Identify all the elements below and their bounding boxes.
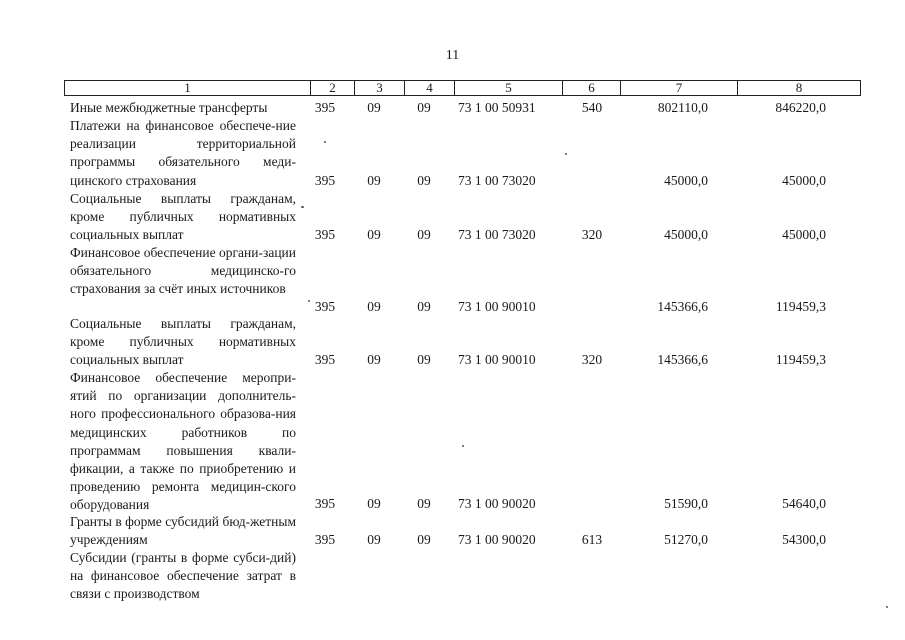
row-col-4: 09	[417, 227, 431, 242]
header-col-4: 4	[404, 81, 454, 95]
row-col-3: 09	[367, 496, 381, 511]
row-name: Социальные выплаты гражданам, кроме публичных нормативных социальных выплат	[70, 316, 296, 368]
row-col-2: 395	[314, 299, 336, 314]
header-col-7: 7	[620, 81, 737, 95]
row-col-7: 802110,0	[657, 100, 708, 115]
row-col-7: 45000,0	[664, 227, 708, 242]
row-col-4: 09	[417, 352, 431, 367]
row-col-3: 09	[367, 173, 381, 188]
row-col-4: 09	[417, 173, 431, 188]
row-col-7: 45000,0	[664, 173, 708, 188]
row-col-8: 119459,3	[775, 299, 826, 314]
row-col-3: 09	[367, 532, 381, 547]
header-col-5: 5	[454, 81, 562, 95]
row-name: Субсидии (гранты в форме субси-дий) на финансовое обеспечение затрат в связи с производством	[70, 550, 296, 602]
row-col-7: 51270,0	[664, 532, 708, 547]
row-col-3: 09	[367, 299, 381, 314]
header-col-3: 3	[354, 81, 404, 95]
row-col-5: 73 1 00 73020	[458, 227, 536, 242]
row-col-2: 395	[314, 352, 336, 367]
row-col-7: 51590,0	[664, 496, 708, 511]
row-col-5: 73 1 00 90020	[458, 532, 536, 547]
row-col-7: 145366,6	[657, 299, 708, 314]
row-name: Финансовое обеспечение меропри-ятий по организации дополнитель-ного профессионального образова-ния медицинских работников по программам повышения квали-фикации, а также по приобретению и проведению ремонта медицин-ского оборудования	[70, 370, 296, 513]
header-col-8: 8	[737, 81, 860, 95]
row-col-4: 09	[417, 299, 431, 314]
header-col-6: 6	[562, 81, 620, 95]
row-col-2: 395	[314, 532, 336, 547]
scan-speck	[886, 606, 888, 608]
row-col-5: 73 1 00 50931	[458, 100, 536, 115]
row-col-3: 09	[367, 100, 381, 115]
row-col-7: 145366,6	[657, 352, 708, 367]
scan-speck	[308, 300, 310, 302]
row-col-8: 119459,3	[775, 352, 826, 367]
row-name: Социальные выплаты гражданам, кроме публичных нормативных социальных выплат	[70, 191, 296, 243]
row-col-2: 395	[314, 173, 336, 188]
row-col-8: 45000,0	[782, 227, 826, 242]
row-col-5: 73 1 00 90020	[458, 496, 536, 511]
row-name: Платежи на финансовое обеспече-ние реализации территориальной программы обязательного меди-цинского страхования	[70, 118, 296, 188]
table-header	[64, 80, 861, 96]
row-name: Иные межбюджетные трансферты	[70, 100, 268, 115]
page-number: 11	[445, 48, 460, 63]
row-col-5: 73 1 00 90010	[458, 299, 536, 314]
row-col-5: 73 1 00 90010	[458, 352, 536, 367]
header-col-1: 1	[184, 80, 191, 95]
row-col-6: 320	[581, 352, 603, 367]
scan-speck	[301, 206, 304, 208]
row-col-3: 09	[367, 227, 381, 242]
row-name: Финансовое обеспечение органи-зации обязательного медицинско-го страхования за счёт иных источников	[70, 245, 296, 297]
row-col-8: 54640,0	[782, 496, 826, 511]
row-col-8: 846220,0	[775, 100, 826, 115]
row-col-2: 395	[314, 227, 336, 242]
row-col-8: 45000,0	[782, 173, 826, 188]
row-col-2: 395	[314, 496, 336, 511]
row-col-4: 09	[417, 532, 431, 547]
scan-speck	[462, 445, 464, 447]
row-col-4: 09	[417, 100, 431, 115]
row-col-5: 73 1 00 73020	[458, 173, 536, 188]
scan-speck	[324, 141, 326, 143]
header-col-2: 2	[310, 81, 354, 95]
row-col-4: 09	[417, 496, 431, 511]
row-name: Гранты в форме субсидий бюд-жетным учреждениям	[70, 514, 296, 548]
row-col-3: 09	[367, 352, 381, 367]
row-col-6: 613	[581, 532, 603, 547]
scan-speck	[565, 153, 567, 155]
row-col-6: 320	[581, 227, 603, 242]
row-col-2: 395	[314, 100, 336, 115]
row-col-6: 540	[581, 100, 603, 115]
row-col-8: 54300,0	[782, 532, 826, 547]
